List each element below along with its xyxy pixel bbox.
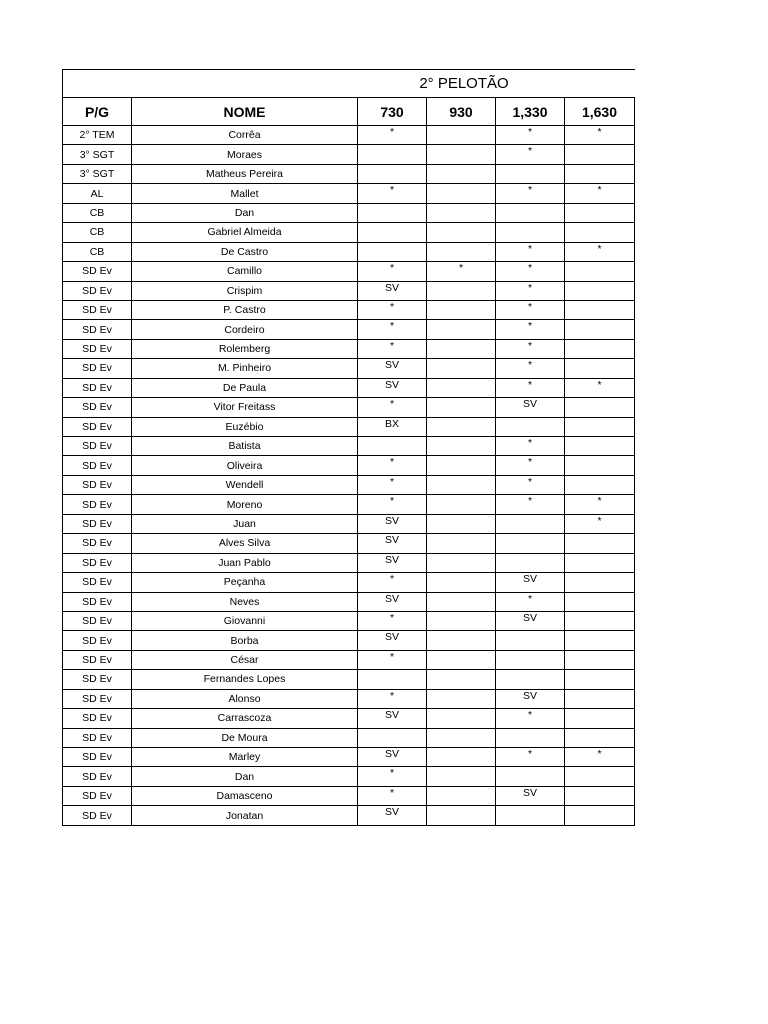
cell-1330: *: [496, 300, 565, 319]
header-1330: 1,330: [496, 98, 565, 126]
cell-1630: [565, 300, 635, 319]
cell-pg: SD Ev: [63, 689, 132, 708]
table-row: [63, 300, 635, 319]
roster-table: [62, 97, 635, 826]
cell-1630: *: [565, 242, 635, 261]
cell-nome: P. Castro: [132, 300, 358, 319]
cell-1330: [496, 534, 565, 553]
cell-1330: [496, 203, 565, 222]
cell-1630: [565, 709, 635, 728]
cell-nome: Corrêa: [132, 126, 358, 145]
cell-nome: Fernandes Lopes: [132, 670, 358, 689]
cell-930: [427, 611, 496, 630]
cell-730: *: [358, 300, 427, 319]
cell-1330: *: [496, 495, 565, 514]
cell-1330: SV: [496, 786, 565, 805]
cell-1630: [565, 553, 635, 572]
title-row: [62, 69, 635, 97]
cell-nome: Matheus Pereira: [132, 164, 358, 183]
cell-1630: *: [565, 126, 635, 145]
cell-1630: [565, 534, 635, 553]
cell-730: *: [358, 689, 427, 708]
cell-1630: [565, 223, 635, 242]
cell-pg: SD Ev: [63, 748, 132, 767]
cell-pg: SD Ev: [63, 650, 132, 669]
table-row: [63, 553, 635, 572]
cell-nome: Damasceno: [132, 786, 358, 805]
table-row: [63, 164, 635, 183]
cell-1630: [565, 592, 635, 611]
cell-730: *: [358, 650, 427, 669]
cell-pg: SD Ev: [63, 514, 132, 533]
table-row: [63, 145, 635, 164]
cell-pg: SD Ev: [63, 437, 132, 456]
cell-1630: [565, 359, 635, 378]
cell-930: [427, 281, 496, 300]
cell-930: [427, 456, 496, 475]
cell-730: SV: [358, 709, 427, 728]
cell-930: [427, 437, 496, 456]
cell-1630: *: [565, 495, 635, 514]
cell-730: *: [358, 262, 427, 281]
cell-1330: [496, 223, 565, 242]
cell-1330: [496, 670, 565, 689]
cell-730: *: [358, 495, 427, 514]
cell-930: [427, 164, 496, 183]
cell-pg: SD Ev: [63, 631, 132, 650]
table-row: [63, 242, 635, 261]
cell-1330: *: [496, 437, 565, 456]
cell-1330: *: [496, 592, 565, 611]
cell-1630: *: [565, 748, 635, 767]
cell-730: SV: [358, 514, 427, 533]
cell-nome: Euzébio: [132, 417, 358, 436]
cell-930: [427, 398, 496, 417]
header-row: [63, 98, 635, 126]
table-row: [63, 709, 635, 728]
cell-930: [427, 475, 496, 494]
cell-930: [427, 223, 496, 242]
cell-730: SV: [358, 592, 427, 611]
cell-pg: SD Ev: [63, 320, 132, 339]
cell-nome: Alves Silva: [132, 534, 358, 553]
cell-1630: [565, 203, 635, 222]
cell-pg: SD Ev: [63, 417, 132, 436]
cell-930: [427, 495, 496, 514]
cell-nome: Mallet: [132, 184, 358, 203]
cell-730: SV: [358, 281, 427, 300]
cell-1330: [496, 728, 565, 747]
cell-730: [358, 203, 427, 222]
cell-pg: AL: [63, 184, 132, 203]
cell-1330: *: [496, 339, 565, 358]
cell-930: [427, 650, 496, 669]
table-row: [63, 398, 635, 417]
table-row: [63, 650, 635, 669]
cell-pg: SD Ev: [63, 573, 132, 592]
cell-1630: [565, 398, 635, 417]
cell-930: [427, 573, 496, 592]
cell-1330: [496, 806, 565, 825]
cell-pg: SD Ev: [63, 806, 132, 825]
cell-1330: [496, 631, 565, 650]
cell-730: [358, 437, 427, 456]
table-row: [63, 475, 635, 494]
cell-930: [427, 300, 496, 319]
cell-930: [427, 767, 496, 786]
cell-nome: Rolemberg: [132, 339, 358, 358]
cell-1330: *: [496, 242, 565, 261]
table-row: [63, 631, 635, 650]
cell-nome: Batista: [132, 437, 358, 456]
cell-730: *: [358, 475, 427, 494]
cell-pg: SD Ev: [63, 495, 132, 514]
cell-1330: *: [496, 126, 565, 145]
header-930: 930: [427, 98, 496, 126]
cell-pg: SD Ev: [63, 767, 132, 786]
cell-pg: SD Ev: [63, 262, 132, 281]
cell-1630: [565, 728, 635, 747]
cell-730: SV: [358, 631, 427, 650]
cell-pg: CB: [63, 223, 132, 242]
cell-nome: De Moura: [132, 728, 358, 747]
cell-nome: Camillo: [132, 262, 358, 281]
cell-pg: SD Ev: [63, 709, 132, 728]
cell-930: [427, 203, 496, 222]
table-row: [63, 670, 635, 689]
cell-730: [358, 728, 427, 747]
cell-930: [427, 514, 496, 533]
cell-1330: *: [496, 378, 565, 397]
cell-1330: [496, 767, 565, 786]
table-row: [63, 592, 635, 611]
roster-sheet: [62, 69, 635, 826]
cell-pg: SD Ev: [63, 398, 132, 417]
table-row: [63, 728, 635, 747]
cell-730: *: [358, 786, 427, 805]
cell-1330: SV: [496, 398, 565, 417]
cell-1330: SV: [496, 611, 565, 630]
cell-pg: SD Ev: [63, 534, 132, 553]
cell-930: [427, 417, 496, 436]
cell-pg: 3° SGT: [63, 145, 132, 164]
cell-pg: SD Ev: [63, 670, 132, 689]
table-row: [63, 203, 635, 222]
cell-pg: SD Ev: [63, 592, 132, 611]
cell-930: [427, 670, 496, 689]
cell-1630: [565, 164, 635, 183]
cell-nome: Juan: [132, 514, 358, 533]
cell-1630: *: [565, 184, 635, 203]
cell-730: [358, 223, 427, 242]
cell-1330: SV: [496, 573, 565, 592]
cell-nome: Borba: [132, 631, 358, 650]
cell-930: [427, 339, 496, 358]
cell-nome: Carrascoza: [132, 709, 358, 728]
table-row: [63, 514, 635, 533]
cell-pg: 3° SGT: [63, 164, 132, 183]
table-row: [63, 767, 635, 786]
table-row: [63, 437, 635, 456]
cell-1330: *: [496, 320, 565, 339]
cell-1630: [565, 611, 635, 630]
cell-930: [427, 689, 496, 708]
cell-730: [358, 242, 427, 261]
cell-930: [427, 126, 496, 145]
cell-pg: SD Ev: [63, 281, 132, 300]
table-row: [63, 456, 635, 475]
cell-1630: [565, 281, 635, 300]
table-row: [63, 786, 635, 805]
cell-nome: M. Pinheiro: [132, 359, 358, 378]
cell-1630: [565, 573, 635, 592]
cell-1330: [496, 164, 565, 183]
cell-nome: Marley: [132, 748, 358, 767]
cell-930: [427, 534, 496, 553]
cell-730: *: [358, 456, 427, 475]
cell-nome: Moreno: [132, 495, 358, 514]
cell-pg: SD Ev: [63, 475, 132, 494]
cell-930: [427, 748, 496, 767]
cell-1630: [565, 417, 635, 436]
cell-930: [427, 728, 496, 747]
cell-1330: [496, 514, 565, 533]
cell-730: *: [358, 398, 427, 417]
cell-1630: [565, 689, 635, 708]
cell-pg: SD Ev: [63, 359, 132, 378]
cell-730: *: [358, 611, 427, 630]
cell-930: [427, 806, 496, 825]
cell-pg: SD Ev: [63, 339, 132, 358]
table-row: [63, 611, 635, 630]
cell-730: SV: [358, 806, 427, 825]
cell-730: *: [358, 184, 427, 203]
cell-730: SV: [358, 748, 427, 767]
cell-1330: [496, 553, 565, 572]
table-row: [63, 359, 635, 378]
cell-nome: Moraes: [132, 145, 358, 164]
cell-nome: Vitor Freitass: [132, 398, 358, 417]
cell-1630: [565, 806, 635, 825]
cell-1330: *: [496, 145, 565, 164]
cell-1330: *: [496, 709, 565, 728]
cell-nome: Dan: [132, 203, 358, 222]
cell-nome: Wendell: [132, 475, 358, 494]
cell-nome: Neves: [132, 592, 358, 611]
cell-1630: *: [565, 378, 635, 397]
cell-930: *: [427, 262, 496, 281]
cell-930: [427, 184, 496, 203]
cell-pg: 2° TEM: [63, 126, 132, 145]
cell-1630: [565, 456, 635, 475]
cell-930: [427, 320, 496, 339]
cell-1630: [565, 670, 635, 689]
cell-930: [427, 592, 496, 611]
table-row: [63, 495, 635, 514]
cell-730: [358, 670, 427, 689]
cell-930: [427, 786, 496, 805]
cell-pg: SD Ev: [63, 611, 132, 630]
table-row: [63, 689, 635, 708]
cell-1630: [565, 262, 635, 281]
table-row: [63, 223, 635, 242]
cell-nome: Jonatan: [132, 806, 358, 825]
cell-nome: Dan: [132, 767, 358, 786]
cell-930: [427, 631, 496, 650]
cell-1630: [565, 650, 635, 669]
cell-730: *: [358, 126, 427, 145]
cell-730: SV: [358, 553, 427, 572]
table-row: [63, 748, 635, 767]
cell-pg: SD Ev: [63, 456, 132, 475]
table-row: [63, 573, 635, 592]
header-1630: 1,630: [565, 98, 635, 126]
cell-730: [358, 164, 427, 183]
header-pg: P/G: [63, 98, 132, 126]
cell-730: *: [358, 339, 427, 358]
cell-pg: SD Ev: [63, 553, 132, 572]
cell-1330: *: [496, 748, 565, 767]
cell-1330: *: [496, 281, 565, 300]
table-row: [63, 262, 635, 281]
page-title: 2° PELOTÃO: [419, 75, 509, 92]
table-row: [63, 320, 635, 339]
header-730: 730: [358, 98, 427, 126]
cell-nome: Crispim: [132, 281, 358, 300]
cell-nome: Cordeiro: [132, 320, 358, 339]
table-row: [63, 126, 635, 145]
cell-1630: [565, 339, 635, 358]
cell-1630: [565, 631, 635, 650]
cell-930: [427, 359, 496, 378]
cell-1630: [565, 475, 635, 494]
cell-1630: *: [565, 514, 635, 533]
cell-1330: SV: [496, 689, 565, 708]
table-row: [63, 378, 635, 397]
cell-730: BX: [358, 417, 427, 436]
cell-1330: *: [496, 475, 565, 494]
cell-1330: *: [496, 262, 565, 281]
cell-nome: De Paula: [132, 378, 358, 397]
cell-nome: César: [132, 650, 358, 669]
cell-pg: CB: [63, 203, 132, 222]
cell-nome: De Castro: [132, 242, 358, 261]
cell-pg: CB: [63, 242, 132, 261]
cell-pg: SD Ev: [63, 786, 132, 805]
cell-1630: [565, 786, 635, 805]
cell-pg: SD Ev: [63, 378, 132, 397]
table-row: [63, 417, 635, 436]
cell-1330: *: [496, 359, 565, 378]
cell-nome: Oliveira: [132, 456, 358, 475]
table-row: [63, 806, 635, 825]
cell-nome: Juan Pablo: [132, 553, 358, 572]
cell-730: SV: [358, 359, 427, 378]
cell-730: *: [358, 767, 427, 786]
cell-nome: Gabriel Almeida: [132, 223, 358, 242]
cell-930: [427, 378, 496, 397]
table-row: [63, 534, 635, 553]
table-row: [63, 339, 635, 358]
cell-730: [358, 145, 427, 164]
cell-nome: Peçanha: [132, 573, 358, 592]
cell-930: [427, 553, 496, 572]
cell-1330: [496, 417, 565, 436]
cell-730: *: [358, 573, 427, 592]
cell-1630: [565, 320, 635, 339]
cell-930: [427, 242, 496, 261]
cell-pg: SD Ev: [63, 300, 132, 319]
cell-1330: *: [496, 456, 565, 475]
cell-nome: Alonso: [132, 689, 358, 708]
cell-nome: Giovanni: [132, 611, 358, 630]
cell-pg: SD Ev: [63, 728, 132, 747]
cell-730: SV: [358, 534, 427, 553]
cell-930: [427, 709, 496, 728]
cell-1630: [565, 767, 635, 786]
header-nome: NOME: [132, 98, 358, 126]
cell-1330: [496, 650, 565, 669]
cell-730: *: [358, 320, 427, 339]
cell-730: SV: [358, 378, 427, 397]
cell-1630: [565, 145, 635, 164]
table-row: [63, 281, 635, 300]
cell-1630: [565, 437, 635, 456]
table-row: [63, 184, 635, 203]
cell-930: [427, 145, 496, 164]
cell-1330: *: [496, 184, 565, 203]
